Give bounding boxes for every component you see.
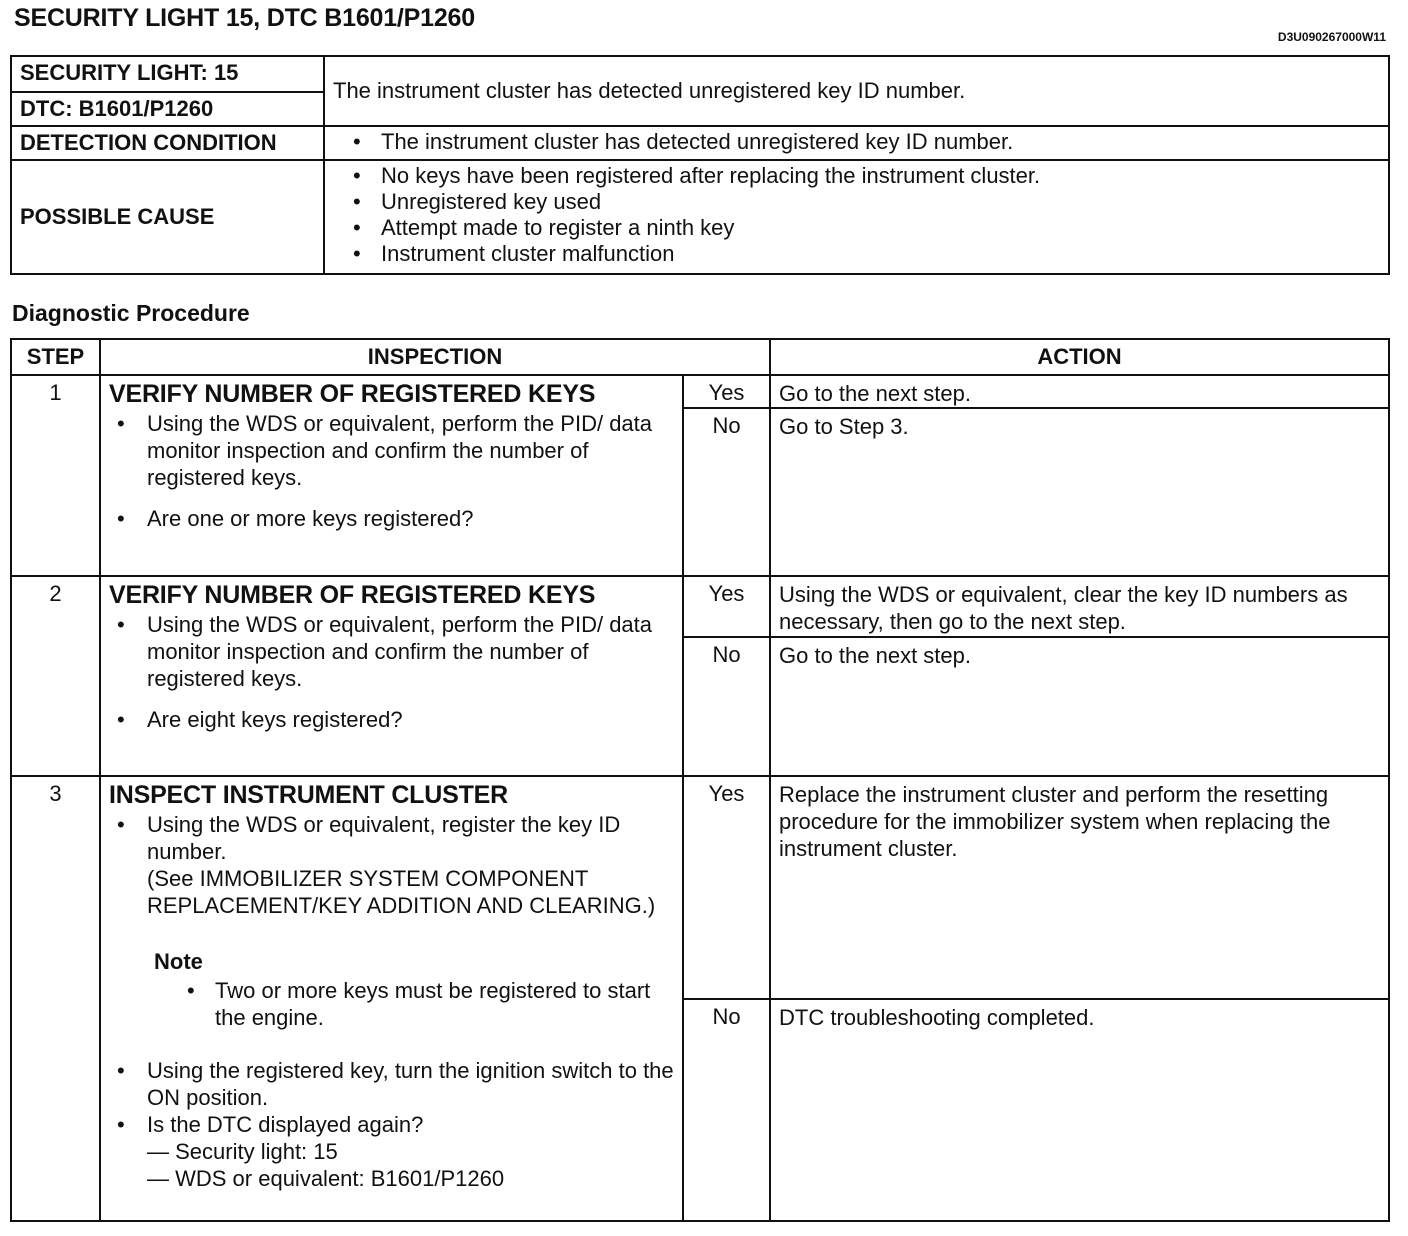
step-inspection [100, 776, 683, 1221]
step-number: 2 [11, 576, 100, 776]
security-light-label: SECURITY LIGHT: 15 [11, 56, 324, 92]
yes-label: Yes [683, 375, 770, 408]
dtc-description: The instrument cluster has detected unregistered key ID number. [324, 56, 1389, 126]
no-label: No [683, 408, 770, 576]
detection-condition-cell [324, 126, 1389, 160]
yes-label: Yes [683, 776, 770, 999]
step-number: 3 [11, 776, 100, 1221]
see-reference: (See IMMOBILIZER SYSTEM COMPONENT REPLACEMENT/KEY ADDITION AND CLEARING.) [147, 866, 656, 918]
dtc-check-item: — WDS or equivalent: B1601/P1260 [147, 1166, 505, 1191]
possible-cause-item: • Attempt made to register a ninth key [353, 215, 1380, 241]
inspection-header: INSPECTION [100, 339, 770, 375]
yes-label: Yes [683, 576, 770, 637]
page-title: SECURITY LIGHT 15, DTC B1601/P1260 [14, 4, 475, 32]
inspection-bullet: • Using the WDS or equivalent, perform the PID/ data monitor inspection and confirm the number of registered keys. [117, 410, 674, 491]
possible-cause-item: • Instrument cluster malfunction [353, 241, 1380, 267]
possible-cause-label: POSSIBLE CAUSE [11, 160, 324, 274]
step-header: STEP [11, 339, 100, 375]
possible-cause-cell [324, 160, 1389, 274]
dtc-label: DTC: B1601/P1260 [11, 92, 324, 126]
section-title: Diagnostic Procedure [12, 300, 250, 326]
dtc-info-table [10, 55, 1390, 275]
possible-cause-item: • No keys have been registered after replacing the instrument cluster. [353, 163, 1380, 189]
possible-cause-item: • Unregistered key used [353, 189, 1380, 215]
dtc-check-item: — Security light: 15 [147, 1139, 338, 1164]
detection-condition-label: DETECTION CONDITION [11, 126, 324, 160]
no-label: No [683, 999, 770, 1221]
detection-condition-item: • The instrument cluster has detected unregistered key ID number. [353, 129, 1380, 155]
inspection-bullet: • Using the registered key, turn the ignition switch to the ON position. [117, 1057, 674, 1111]
inspection-bullet: • Are eight keys registered? [117, 706, 674, 733]
yes-action: Using the WDS or equivalent, clear the key ID numbers as necessary, then go to the next step. [770, 576, 1389, 637]
inspection-bullet: • Are one or more keys registered? [117, 505, 674, 532]
diagnostic-procedure-table [10, 338, 1390, 1222]
step-inspection [100, 576, 683, 776]
step-title: VERIFY NUMBER OF REGISTERED KEYS [109, 581, 596, 609]
no-action: DTC troubleshooting completed. [770, 999, 1389, 1221]
no-action: Go to the next step. [770, 637, 1389, 776]
inspection-bullet: • Is the DTC displayed again? [117, 1111, 674, 1138]
yes-action: Go to the next step. [770, 375, 1389, 408]
action-header: ACTION [770, 339, 1389, 375]
yes-action: Replace the instrument cluster and perform the resetting procedure for the immobilizer system when replacing the instrument cluster. [770, 776, 1389, 999]
step-title: INSPECT INSTRUMENT CLUSTER [109, 781, 508, 809]
note-item: • Two or more keys must be registered to start the engine. [187, 977, 674, 1031]
no-label: No [683, 637, 770, 776]
step-inspection [100, 375, 683, 576]
inspection-bullet: • Using the WDS or equivalent, register the key ID number. [117, 811, 674, 865]
document-id: D3U090267000W11 [1277, 30, 1386, 44]
inspection-bullet: • Using the WDS or equivalent, perform the PID/ data monitor inspection and confirm the number of registered keys. [117, 611, 674, 692]
no-action: Go to Step 3. [770, 408, 1389, 576]
note-heading: Note [154, 949, 203, 974]
step-title: VERIFY NUMBER OF REGISTERED KEYS [109, 380, 596, 408]
step-number: 1 [11, 375, 100, 576]
